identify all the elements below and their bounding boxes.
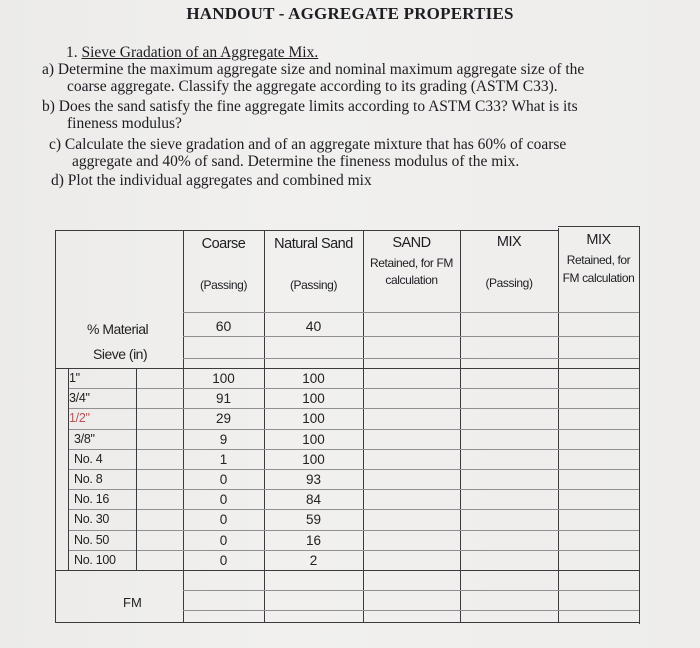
fm-label: FM — [123, 595, 142, 610]
header-coarse: Coarse — [201, 236, 246, 252]
header-sand-fm: SAND — [392, 235, 431, 251]
sieve-size: No. 4 — [74, 452, 103, 466]
row-divider — [183, 336, 639, 337]
sand-passing-value: 93 — [305, 472, 322, 487]
header-mix-fm-sub2: FM calculation — [562, 271, 635, 285]
row-divider — [55, 368, 639, 369]
sand-passing-value: 100 — [302, 391, 325, 406]
material-label: % Material — [87, 321, 149, 337]
question-b-line-2: fineness modulus? — [67, 115, 182, 132]
sand-passing-value: 100 — [302, 432, 325, 447]
header-coarse-sub: (Passing) — [199, 278, 248, 292]
sand-passing-value: 59 — [305, 512, 322, 527]
question-c-line-2: aggregate and 40% of sand. Determine the fineness modulus of the mix. — [72, 153, 520, 170]
sieve-size: 1/2" — [69, 411, 90, 425]
table-border-top — [558, 226, 640, 227]
header-divider — [183, 312, 639, 313]
row-divider — [55, 570, 639, 571]
coarse-passing-value: 0 — [219, 492, 228, 507]
sieve-label: Sieve (in) — [93, 346, 148, 362]
question-d-line-1: d) Plot the individual aggregates and combined mix — [51, 172, 372, 189]
sieve-size: No. 8 — [74, 472, 103, 486]
page-title: HANDOUT - AGGREGATE PROPERTIES — [186, 4, 514, 23]
row-divider — [68, 509, 639, 510]
row-divider — [183, 610, 639, 611]
question-a-line-1: a) Determine the maximum aggregate size and nominal maximum aggregate size of the — [42, 61, 585, 78]
coarse-passing-value: 0 — [219, 472, 228, 487]
row-divider — [183, 358, 639, 359]
sand-passing-value: 16 — [305, 533, 322, 548]
row-divider — [68, 469, 639, 470]
coarse-passing-value: 91 — [215, 391, 232, 406]
table-border-left — [55, 230, 56, 622]
coarse-passing-value: 0 — [219, 533, 228, 548]
header-natural-sand-sub: (Passing) — [289, 278, 338, 292]
col-divider — [363, 230, 364, 622]
table-border-bottom — [55, 622, 639, 623]
coarse-passing-value: 1 — [219, 452, 228, 467]
sand-passing-value: 2 — [309, 553, 318, 568]
coarse-passing-value: 0 — [219, 512, 228, 527]
question-a-line-2: coarse aggregate. Classify the aggregate according to its grading (ASTM C33). — [67, 78, 558, 95]
sand-passing-value: 100 — [302, 452, 325, 467]
header-mix-fm: MIX — [586, 232, 611, 248]
sand-passing-value: 84 — [305, 492, 322, 507]
sieve-size: No. 30 — [74, 512, 110, 526]
sand-passing-value: 100 — [302, 411, 325, 426]
row-divider — [68, 530, 639, 531]
question-1-heading: Sieve Gradation of an Aggregate Mix. — [81, 44, 319, 61]
coarse-passing-value: 9 — [219, 432, 228, 447]
row-divider — [68, 408, 639, 409]
sieve-size: 1" — [69, 371, 80, 385]
question-b-line-1: b) Does the sand satisfy the fine aggregate limits according to ASTM C33? What is its — [42, 98, 578, 115]
sieve-box-right — [136, 368, 137, 570]
row-divider — [68, 388, 639, 389]
sieve-size: No. 100 — [74, 553, 116, 567]
table-border-top — [55, 230, 559, 231]
table-border-right — [639, 226, 640, 624]
header-mix-sub: (Passing) — [485, 276, 533, 290]
row-divider — [68, 489, 639, 490]
coarse-passing-value: 0 — [219, 553, 228, 568]
coarse-passing-value: 29 — [215, 411, 232, 426]
question-1-number: 1. — [66, 44, 78, 61]
coarse-passing-value: 100 — [212, 371, 235, 386]
row-divider — [68, 429, 639, 430]
col-divider — [558, 228, 559, 622]
sand-passing-value: 100 — [302, 371, 325, 386]
header-natural-sand: Natural Sand — [274, 236, 353, 252]
sieve-size: No. 50 — [74, 533, 110, 547]
header-sand-fm-sub1: Retained, for FM — [370, 256, 453, 270]
header-mix: MIX — [496, 234, 522, 250]
row-divider — [68, 550, 639, 551]
material-coarse: 60 — [215, 318, 232, 334]
header-mix-fm-sub1: Retained, for — [566, 253, 631, 267]
material-sand: 40 — [305, 318, 322, 334]
header-sand-fm-sub2: calculation — [385, 273, 438, 287]
row-divider — [68, 449, 639, 450]
sieve-size: No. 16 — [74, 492, 110, 506]
row-divider — [183, 590, 639, 591]
sieve-size: 3/4" — [69, 391, 90, 405]
sieve-size: 3/8" — [74, 432, 95, 446]
question-c-line-1: c) Calculate the sieve gradation and of an aggregate mixture that has 60% of coarse — [49, 136, 567, 153]
